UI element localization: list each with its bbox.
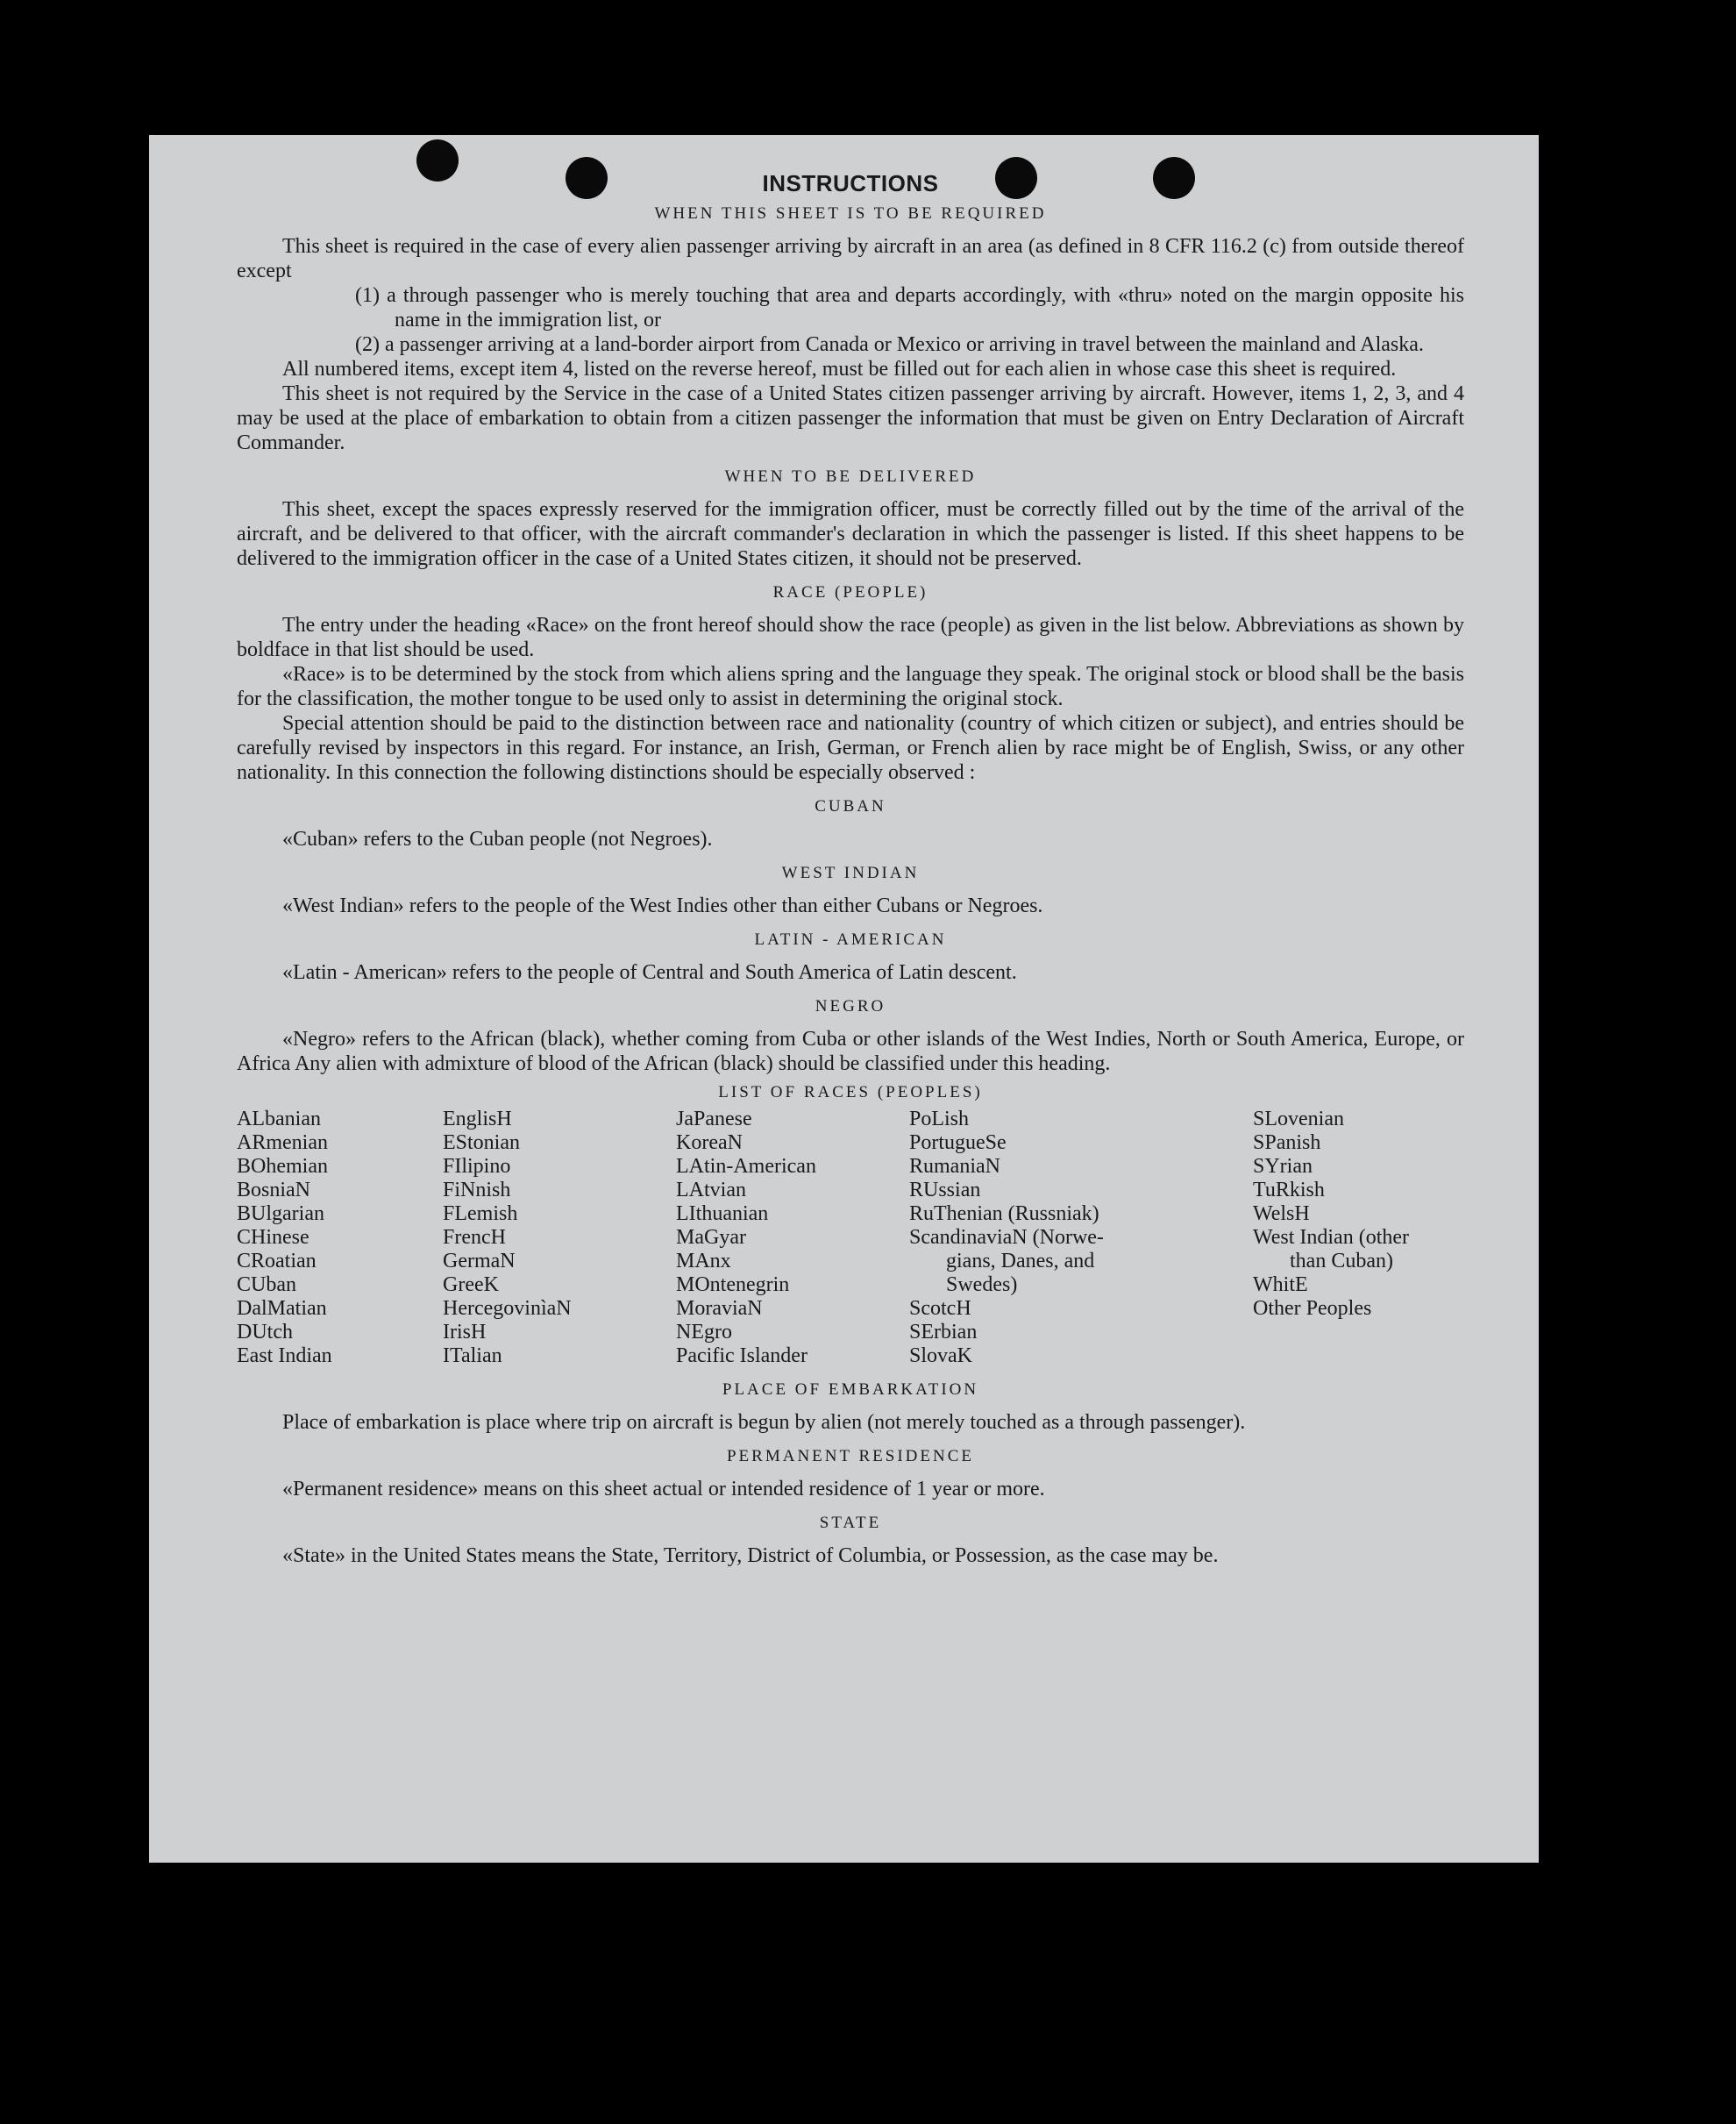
race-item: EnglisH [443,1108,512,1130]
race-item: LAtvian [676,1179,746,1201]
race-item: JaPanese [676,1108,752,1130]
race-item: ARmenian [237,1131,328,1154]
race-item: Swedes) [946,1273,1018,1296]
heading-when-required: WHEN THIS SHEET IS TO BE REQUIRED [654,204,1047,223]
race-item: RUssian [909,1179,981,1201]
heading-west-indian: WEST INDIAN [781,864,920,882]
west-indian-text: «West Indian» refers to the people of the West Indies other than either Cubans or Negroes. [282,895,1043,917]
race-item: HercegovinìaN [443,1297,572,1320]
race-item: GreeK [443,1273,499,1296]
delivered-text: This sheet, except the spaces expressly reserved for the immigration officer, must be correctly filled out by the time of the arrival of the aircraft, and be delivered to that officer, with the aircraft commander's declaration in which the passenger is listed. If this sheet happens to be delivered to the immigration officer in the case of a United States citizen, it should not be preserved. [237,498,1464,570]
exception-2: (2) a passenger arriving at a land-border airport from Canada or Mexico or arriving in travel between the mainland and Alaska. [355,333,1424,356]
punch-hole [1153,157,1195,199]
race-item: PortugueSe [909,1131,1007,1154]
required-para-3: This sheet is not required by the Service in the case of a United States citizen passenger arriving by aircraft. However, items 1, 2, 3, and 4 may be used at the place of embarkation to obtain from a citizen passenger the information that must be given on Entry Declaration of Aircraft Commander. [237,382,1464,454]
race-item: CUban [237,1273,296,1296]
race-para-2: «Race» is to be determined by the stock from which aliens spring and the language they speak. The original stock or blood shall be the basis for the classification, the mother tongue to be used only to assist in determining the original stock. [237,663,1464,710]
instruction-sheet [149,135,1539,1863]
race-item: CRoatian [237,1250,317,1272]
punch-hole [416,139,459,182]
race-item: CHinese [237,1226,309,1249]
state-text: «State» in the United States means the State, Territory, District of Columbia, or Possession, as the case may be. [282,1544,1219,1567]
race-item: FIlipino [443,1155,511,1178]
race-item: TuRkish [1253,1179,1325,1201]
race-item: FiNnish [443,1179,511,1201]
race-item: WelsH [1253,1202,1310,1225]
race-item: BosniaN [237,1179,310,1201]
heading-races-list: LIST OF RACES (PEOPLES) [718,1083,983,1101]
race-item: MaGyar [676,1226,746,1249]
race-item: BUlgarian [237,1202,324,1225]
negro-text: «Negro» refers to the African (black), whether coming from Cuba or other islands of the West Indies, North or South America, Europe, or Africa Any alien with admixture of blood of the African (black) should be classified under this heading. [237,1028,1464,1075]
race-item: FrencH [443,1226,506,1249]
embarkation-text: Place of embarkation is place where trip on aircraft is begun by alien (not merely touched as a through passenger). [282,1411,1246,1434]
required-para-2: All numbered items, except item 4, listed on the reverse hereof, must be filled out for each alien in whose case this sheet is required. [282,358,1397,381]
race-item: ITalian [443,1344,502,1367]
races-column-3 [676,1108,909,1368]
race-item: SlovaK [909,1344,972,1367]
punch-hole [995,157,1037,199]
race-item: NEgro [676,1321,732,1344]
race-item: GermaN [443,1250,516,1272]
race-item: MOntenegrin [676,1273,790,1296]
races-column-4 [909,1108,1253,1368]
punch-hole [566,157,608,199]
race-item: LAtin-American [676,1155,816,1178]
heading-permanent-residence: PERMANENT RESIDENCE [726,1447,975,1465]
race-item: RuThenian (Russniak) [909,1202,1099,1225]
race-item: MAnx [676,1250,731,1272]
race-item: IrisH [443,1321,487,1344]
race-item: PoLish [909,1108,970,1130]
heading-race: RACE (PEOPLE) [772,583,928,602]
race-item: East Indian [237,1344,332,1367]
race-item: ScandinaviaN (Norwe- [909,1226,1104,1249]
race-item: DUtch [237,1321,293,1344]
race-item: ALbanian [237,1108,321,1130]
heading-embarkation: PLACE OF EMBARKATION [722,1380,979,1399]
heading-when-delivered: WHEN TO BE DELIVERED [724,467,977,486]
page-title: INSTRUCTIONS [762,170,939,196]
residence-text: «Permanent residence» means on this sheet actual or intended residence of 1 year or more. [282,1478,1045,1500]
required-intro: This sheet is required in the case of every alien passenger arriving by aircraft in an area (as defined in 8 CFR 116.2 (c) from outside thereof except [237,235,1464,282]
race-item: RumaniaN [909,1155,1000,1178]
heading-state: STATE [819,1514,882,1532]
race-item: Pacific Islander [676,1344,808,1367]
race-item: SErbian [909,1321,978,1344]
race-item: FLemish [443,1202,518,1225]
race-item: WhitE [1253,1273,1308,1296]
heading-latin-american: LATIN - AMERICAN [754,930,947,949]
exception-1: (1) a through passenger who is merely touching that area and departs accordingly, with «thru» noted on the margin opposite his name in the immigration list, or [355,284,1464,331]
heading-negro: NEGRO [815,997,886,1016]
races-column-5 [1253,1108,1463,1368]
cuban-text: «Cuban» refers to the Cuban people (not Negroes). [282,828,713,851]
race-item: SPanish [1253,1131,1321,1154]
race-item: KoreaN [676,1131,743,1154]
race-item: Other Peoples [1253,1297,1372,1320]
race-item: SYrian [1253,1155,1313,1178]
race-item: EStonian [443,1131,520,1154]
race-item: gians, Danes, and [946,1250,1095,1272]
race-item: DalMatian [237,1297,327,1320]
race-item: BOhemian [237,1155,328,1178]
heading-cuban: CUBAN [815,797,886,816]
race-item: SLovenian [1253,1108,1344,1130]
latin-american-text: «Latin - American» refers to the people of Central and South America of Latin descent. [282,961,1017,984]
races-list [237,1108,1464,1368]
race-item: than Cuban) [1290,1250,1393,1272]
race-item: LIthuanian [676,1202,769,1225]
race-item: MoraviaN [676,1297,763,1320]
race-para-1: The entry under the heading «Race» on the front hereof should show the race (people) as given in the list below. Abbreviations as shown by boldface in that list should be used. [237,614,1464,661]
races-column-2 [443,1108,676,1368]
race-item: West Indian (other [1253,1226,1410,1249]
race-item: ScotcH [909,1297,971,1320]
race-para-3: Special attention should be paid to the distinction between race and nationality (country of which citizen or subject), and entries should be carefully revised by inspectors in this regard. For instance, an Irish, German, or French alien by race might be of English, Swiss, or any other nationality. In this connection the following distinctions should be especially observed : [237,712,1464,784]
races-column-1 [237,1108,443,1368]
